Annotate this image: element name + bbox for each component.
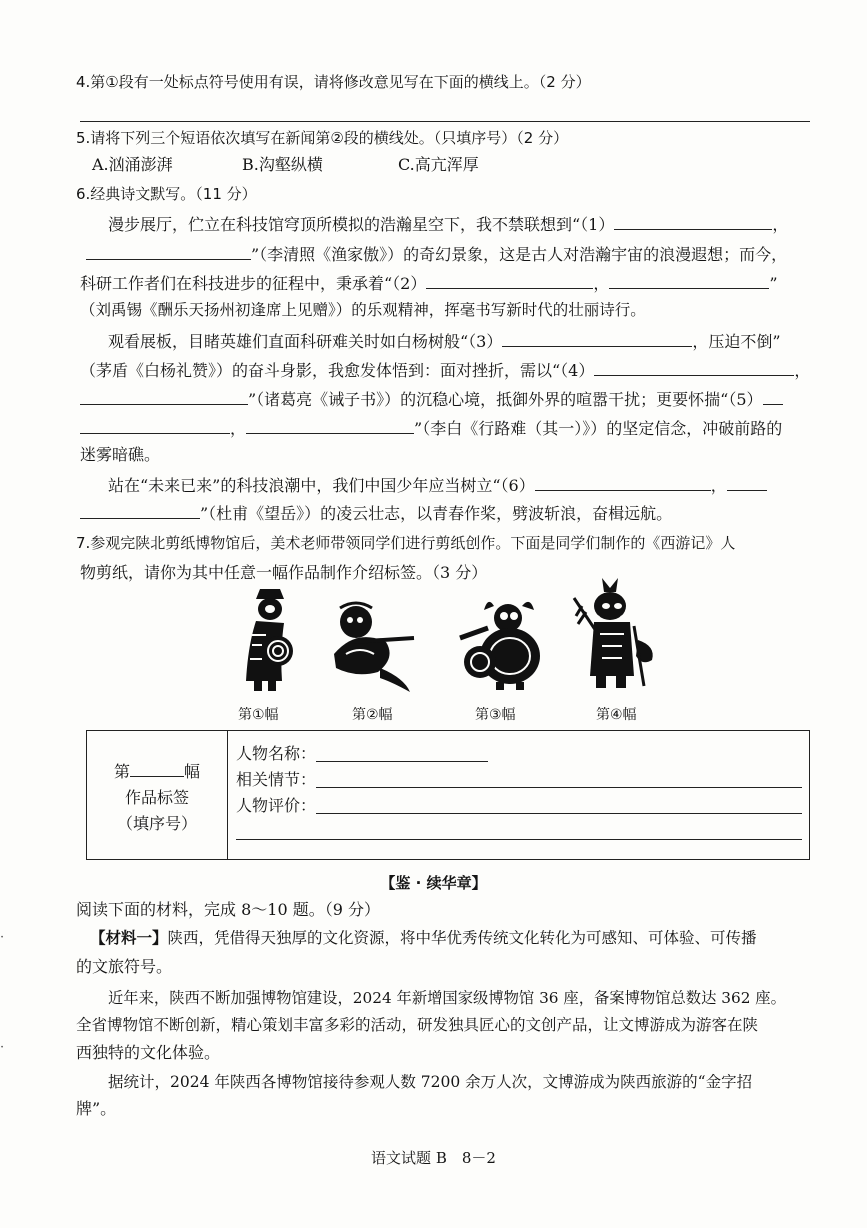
reading-para2-line3: 西独特的文化体验。 bbox=[76, 1043, 221, 1062]
label-number-line bbox=[88, 758, 226, 784]
blank-1a[interactable] bbox=[614, 211, 772, 230]
question-4: 4.第①段有一处标点符号使用有误，请将修改意见写在下面的横线上。（2 分） bbox=[76, 73, 591, 91]
label-title: 作品标签 bbox=[124, 788, 189, 807]
reading-para3-line2: 牌”。 bbox=[76, 1099, 117, 1118]
q6-text: （茅盾《白杨礼赞》）的奋斗身影，我愈发体悟到：面对挫折，需以“（4） bbox=[80, 361, 595, 380]
plot-field[interactable] bbox=[316, 769, 802, 788]
label-row-review bbox=[236, 793, 801, 819]
name-field[interactable] bbox=[316, 743, 488, 762]
blank-3[interactable] bbox=[502, 328, 692, 347]
reading-instruction: 阅读下面的材料，完成 8～10 题。（9 分） bbox=[76, 900, 380, 919]
q6-para2-line4: ， ”（李白《行路难（其一）》）的坚定信念，冲破前路的 bbox=[80, 415, 782, 441]
question-7-line2: 物剪纸，请你为其中任意一幅作品制作介绍标签。（3 分） bbox=[80, 563, 488, 582]
section-title: 【鉴 · 续华章】 bbox=[380, 874, 487, 892]
label-review-title: 人物评价： bbox=[236, 796, 317, 815]
blank-6b[interactable] bbox=[80, 500, 200, 519]
caption-figure-1: 第①幅 bbox=[238, 707, 279, 723]
papercut-figure-1 bbox=[232, 585, 300, 695]
q6-para3-line1: 站在“未来已来”的科技浪潮中，我们中国少年应当树立“（6） ， bbox=[108, 472, 767, 498]
label-row-plot bbox=[236, 767, 801, 793]
blank-6a[interactable] bbox=[535, 472, 711, 491]
q6-para1-line1: 漫步展厅，伫立在科技馆穹顶所模拟的浩瀚星空下，我不禁联想到“（1） ， bbox=[108, 211, 788, 237]
blank-5a[interactable] bbox=[80, 415, 230, 434]
q6-text: 站在“未来已来”的科技浪潮中，我们中国少年应当树立“（6） bbox=[108, 476, 535, 495]
blank-2a[interactable] bbox=[426, 270, 593, 289]
caption-figure-2: 第②幅 bbox=[352, 707, 393, 723]
label-fu: 幅 bbox=[184, 762, 201, 781]
q6-text: 观看展板，目睹英雄们直面科研难关时如白杨树般“（3） bbox=[108, 332, 503, 351]
blank-6b-start[interactable] bbox=[727, 472, 767, 491]
q6-para2-line3 bbox=[80, 386, 783, 412]
reading-para2-line1: 近年来，陕西不断加强博物馆建设，2024 年新增国家级博物馆 36 座，备案博物馆总数达 362 座。 bbox=[108, 989, 786, 1007]
question-6: 6.经典诗文默写。（11 分） bbox=[76, 185, 257, 203]
label-row-name bbox=[236, 741, 801, 767]
blank-2b[interactable] bbox=[609, 270, 769, 289]
label-left-cell bbox=[87, 731, 228, 860]
blank-4b[interactable] bbox=[80, 386, 248, 405]
q6-text: ”（杜甫《望岳》）的凌云壮志，以青春作桨，劈波斩浪，奋楫远航。 bbox=[200, 504, 673, 523]
q6-text: ”（李清照《渔家傲》）的奇幻景象，这是古人对浩瀚宇宙的浪漫遐想；而今， bbox=[251, 245, 788, 264]
material-1-label: 【材料一】 bbox=[90, 928, 168, 947]
question-7-line1: 7.参观完陕北剪纸博物馆后，美术老师带领同学们进行剪纸创作。下面是同学们制作的《西游记》人 bbox=[76, 534, 736, 552]
label-plot-title: 相关情节： bbox=[236, 770, 317, 789]
q6-para1-line4: （刘禹锡《酬乐天扬州初逢席上见赠》）的乐观精神，挥毫书写新时代的壮丽诗行。 bbox=[80, 301, 646, 319]
question-5: 5.请将下列三个短语依次填写在新闻第②段的横线处。（只填序号）（2 分） bbox=[76, 129, 569, 147]
caption-figure-3: 第③幅 bbox=[475, 707, 516, 723]
q6-para2-line1 bbox=[108, 328, 781, 354]
option-c: C.高亢浑厚 bbox=[398, 155, 479, 174]
material-1-text: 陕西，凭借得天独厚的文化资源，将中华优秀传统文化转化为可感知、可体验、可传播 bbox=[167, 929, 757, 947]
blank-5b[interactable] bbox=[246, 415, 414, 434]
reading-para2-line2: 全省博物馆不断创新，精心策划丰富多彩的活动，研发独具匠心的文创产品，让文博游成为游客在陕 bbox=[76, 1016, 759, 1034]
q6-para1-line3: 科研工作者们在科技进步的征程中，秉承着“（2） ， ” bbox=[80, 270, 778, 296]
q6-text: ” bbox=[769, 274, 778, 293]
label-row-extra bbox=[236, 819, 801, 845]
option-a: A.汹涌澎湃 bbox=[92, 155, 173, 174]
q6-para2-line2: （茅盾《白杨礼赞》）的奋斗身影，我愈发体悟到：面对挫折，需以“（4） ， bbox=[80, 357, 810, 383]
papercut-figure-4 bbox=[572, 576, 664, 694]
review-field[interactable] bbox=[316, 795, 802, 814]
material-1-line2: 的文旅符号。 bbox=[76, 957, 173, 976]
answer-line-q4[interactable] bbox=[80, 121, 810, 122]
label-note: （填序号） bbox=[116, 814, 197, 833]
blank-5a-start[interactable] bbox=[763, 386, 783, 405]
caption-figure-4: 第④幅 bbox=[596, 707, 637, 723]
q6-text: 漫步展厅，伫立在科技馆穹顶所模拟的浩瀚星空下，我不禁联想到“（1） bbox=[108, 215, 615, 234]
margin-scan-artifact: · bbox=[0, 930, 5, 945]
label-di: 第 bbox=[113, 762, 130, 781]
work-label-table bbox=[86, 730, 810, 860]
reading-para3-line1: 据统计，2024 年陕西各博物馆接待参观人数 7200 余万人次，文博游成为陕西旅游的“金字招 bbox=[108, 1073, 753, 1091]
material-1-line1 bbox=[90, 926, 757, 950]
q6-text: ”（李白《行路难（其一）》）的坚定信念，冲破前路的 bbox=[414, 419, 783, 438]
q6-text: ，压迫不倒” bbox=[692, 332, 781, 351]
review-field-line2[interactable] bbox=[236, 821, 802, 840]
papercut-figure-3 bbox=[458, 598, 548, 690]
label-name-title: 人物名称： bbox=[236, 744, 317, 763]
option-b: B.沟壑纵横 bbox=[242, 155, 323, 174]
blank-1b[interactable] bbox=[86, 241, 251, 260]
q6-para1-line2 bbox=[86, 241, 787, 267]
papercut-figure-2 bbox=[326, 598, 418, 694]
blank-4a[interactable] bbox=[594, 357, 794, 376]
label-right-cell bbox=[228, 731, 810, 860]
q6-para3-line2 bbox=[80, 500, 672, 526]
figure-number-blank[interactable] bbox=[130, 758, 184, 777]
page-footer: 语文试题 B 8－2 bbox=[371, 1149, 496, 1167]
q6-text: ”（诸葛亮《诫子书》）的沉稳心境，抵御外界的喧嚣干扰；更要怀揣“（5） bbox=[248, 390, 763, 409]
margin-scan-artifact: · bbox=[0, 1040, 5, 1055]
q6-para2-line5: 迷雾暗礁。 bbox=[80, 445, 161, 464]
q6-text: 科研工作者们在科技进步的征程中，秉承着“（2） bbox=[80, 274, 427, 293]
